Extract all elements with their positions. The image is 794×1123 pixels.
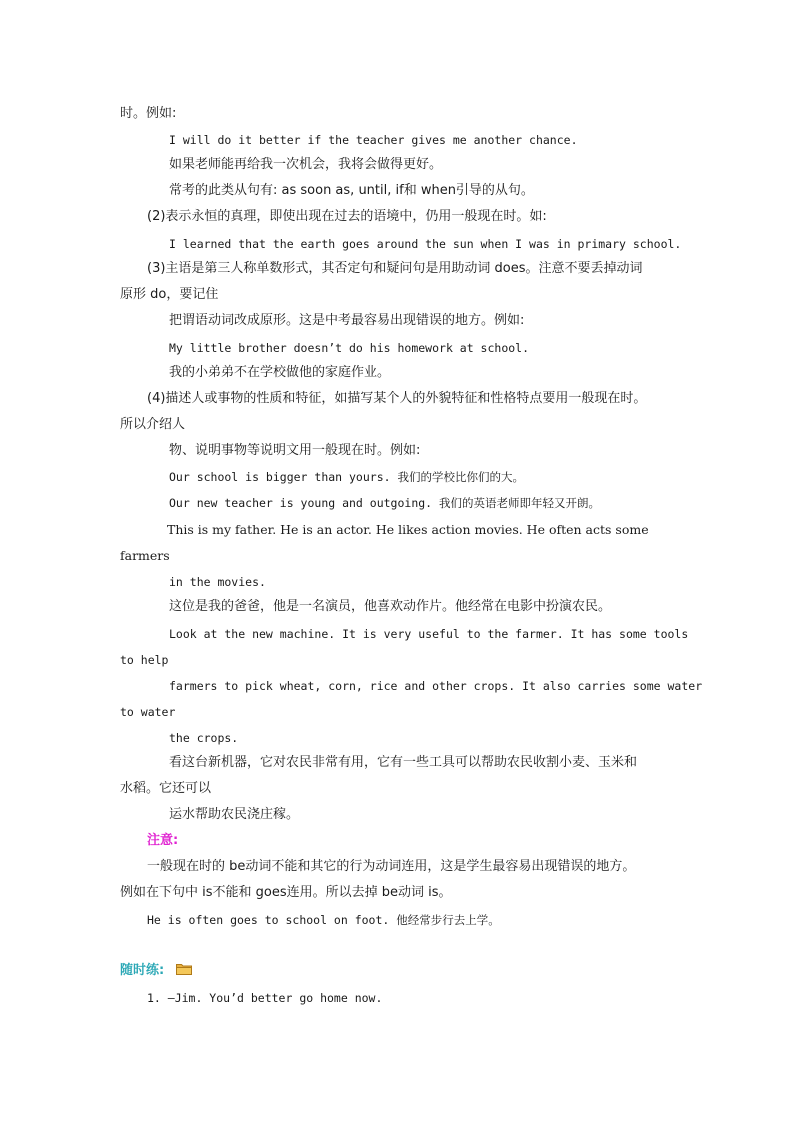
practice-heading: 随时练: (120, 963, 165, 978)
rule-heading: (3)主语是第三人称单数形式，其否定句和疑问句是用助动词 does。注意不要丢掉动词 (147, 261, 643, 276)
translation-line: 看这台新机器，它对农民非常有用，它有一些工具可以帮助农民收割小麦、玉米和 (169, 755, 638, 770)
text-line: 常考的此类从句有: as soon as, until, if和 when引导的从句。 (169, 183, 534, 198)
example-sentence: to water (120, 705, 176, 719)
text-line: 例如在下句中 is不能和 goes连用。所以去掉 be动词 is。 (120, 885, 452, 900)
translation-line: 水稻。它还可以 (120, 781, 212, 796)
example-sentence: to help (120, 653, 169, 667)
example-sentence: My little brother doesn’t do his homework at school. (169, 341, 530, 355)
translation-line: 如果老师能再给我一次机会，我将会做得更好。 (169, 157, 443, 172)
example-sentence: This is my father. He is an actor. He likes action movies. He often acts some (167, 522, 649, 537)
example-sentence: Look at the new machine. It is very useful to the farmer. It has some tools (169, 627, 689, 641)
example-sentence: He is often goes to school on foot. 他经常步行去上学。 (147, 913, 500, 927)
rule-heading: (2)表示永恒的真理，即使出现在过去的语境中，仍用一般现在时。如: (147, 209, 547, 224)
example-sentence: Our school is bigger than yours. 我们的学校比你们的大。 (169, 470, 524, 484)
example-sentence: Our new teacher is young and outgoing. 我们的英语老师即年轻又开朗。 (169, 496, 601, 510)
example-sentence: in the movies. (169, 575, 266, 589)
text-line: 原形 do，要记住 (120, 287, 219, 302)
note-heading: 注意: (147, 833, 179, 848)
translation-line: 这位是我的爸爸，他是一名演员，他喜欢动作片。他经常在电影中扮演农民。 (169, 599, 612, 614)
example-sentence: I will do it better if the teacher gives me another chance. (169, 133, 578, 147)
text-line: 把谓语动词改成原形。这是中考最容易出现错误的地方。例如: (169, 313, 525, 328)
rule-heading: (4)描述人或事物的性质和特征，如描写某个人的外貌特征和性格特点要用一般现在时。 (147, 391, 647, 406)
translation-line: 运水帮助农民浇庄稼。 (169, 807, 300, 822)
text-line: 物、说明事物等说明文用一般现在时。例如: (169, 443, 421, 458)
example-sentence: I learned that the earth goes around the sun when I was in primary school. (169, 237, 682, 251)
example-sentence: farmers to pick wheat, corn, rice and other crops. It also carries some water (169, 679, 703, 693)
example-sentence: the crops. (169, 731, 239, 745)
text-line: 时。例如: (120, 106, 177, 121)
translation-line: 我的小弟弟不在学校做他的家庭作业。 (169, 365, 391, 380)
folder-icon (176, 963, 192, 975)
text-line: 所以介绍人 (120, 417, 186, 432)
exercise-item: 1. —Jim. You’d better go home now. (147, 991, 383, 1005)
example-sentence: farmers (120, 548, 170, 563)
text-line: 一般现在时的 be动词不能和其它的行为动词连用，这是学生最容易出现错误的地方。 (147, 859, 636, 874)
